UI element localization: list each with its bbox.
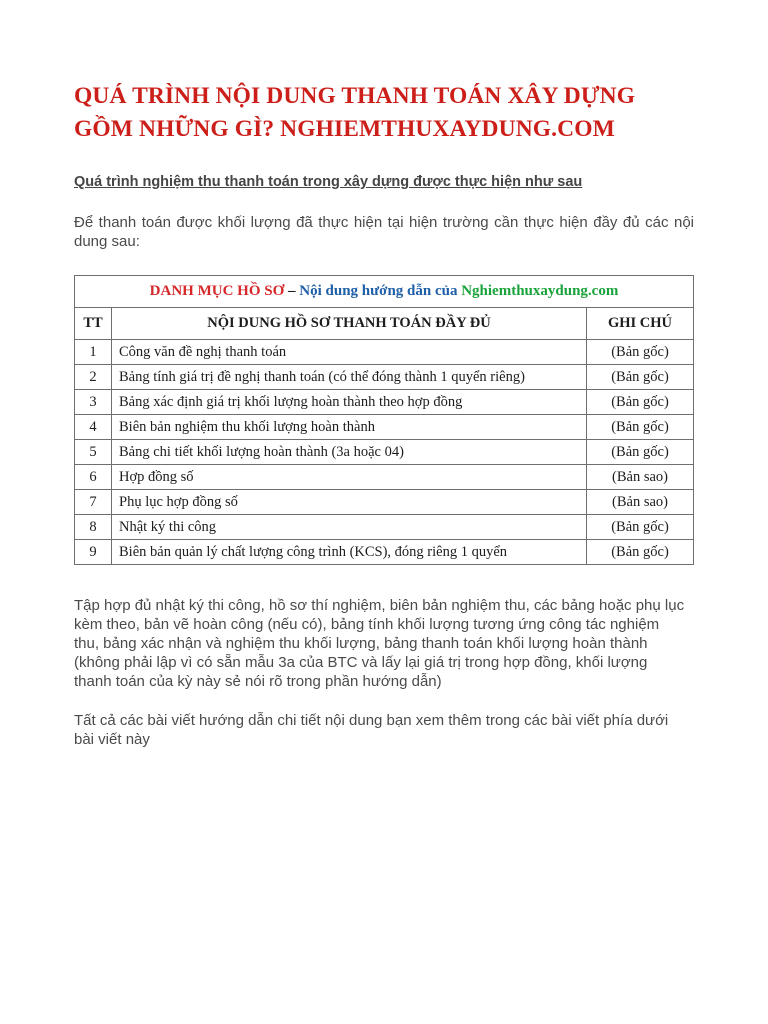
caption-separator: – <box>284 283 300 299</box>
header-note: GHI CHÚ <box>587 308 694 340</box>
table-row <box>75 490 693 515</box>
row-number: 5 <box>75 440 112 465</box>
section-subheading: Quá trình nghiệm thu thanh toán trong xây dựng được thực hiện như sau <box>74 174 583 190</box>
caption-subtitle: Nội dung hướng dẫn của <box>299 283 462 299</box>
row-note: (Bản gốc) <box>587 340 694 365</box>
row-number: 6 <box>75 465 112 490</box>
row-note: (Bản gốc) <box>587 365 694 390</box>
table-row <box>75 515 693 540</box>
row-content: Bảng xác định giá trị khối lượng hoàn thành theo hợp đồng <box>112 390 587 415</box>
table-row <box>75 415 693 440</box>
caption-title: DANH MỤC HỒ SƠ <box>149 283 285 299</box>
row-content: Biên bản nghiệm thu khối lượng hoàn thành <box>112 415 587 440</box>
row-note: (Bản gốc) <box>587 540 694 565</box>
row-note: (Bản sao) <box>587 465 694 490</box>
header-tt: TT <box>75 308 112 340</box>
row-note: (Bản gốc) <box>587 440 694 465</box>
document-list-table <box>74 275 694 565</box>
row-number: 9 <box>75 540 112 565</box>
row-number: 1 <box>75 340 112 365</box>
table-row <box>75 540 693 565</box>
table-header-row <box>75 308 693 340</box>
row-content: Công văn đề nghị thanh toán <box>112 340 587 365</box>
row-number: 2 <box>75 365 112 390</box>
row-content: Biên bản quản lý chất lượng công trình (KCS), đóng riêng 1 quyển <box>112 540 587 565</box>
row-number: 3 <box>75 390 112 415</box>
closing-paragraph: Tất cả các bài viết hướng dẫn chi tiết nội dung bạn xem thêm trong các bài viết phía dưới bài viết này <box>74 712 669 748</box>
row-content: Nhật ký thi công <box>112 515 587 540</box>
row-content: Hợp đồng số <box>112 465 587 490</box>
row-content: Bảng tính giá trị đề nghị thanh toán (có thể đóng thành 1 quyển riêng) <box>112 365 587 390</box>
header-content: NỘI DUNG HỒ SƠ THANH TOÁN ĐẦY ĐỦ <box>112 308 587 340</box>
table-row <box>75 390 693 415</box>
row-number: 8 <box>75 515 112 540</box>
row-number: 7 <box>75 490 112 515</box>
table-row <box>75 365 693 390</box>
row-note: (Bản sao) <box>587 490 694 515</box>
table-caption-row <box>75 276 693 308</box>
row-content: Bảng chi tiết khối lượng hoàn thành (3a hoặc 04) <box>112 440 587 465</box>
summary-paragraph: Tập hợp đủ nhật ký thi công, hồ sơ thí nghiệm, biên bản nghiệm thu, các bảng hoặc phụ lục kèm theo, bản vẽ hoàn công (nếu có), bảng tính khối lượng tương ứng công tác nghiệm thu, bảng xác nhận và nghiệm thu khối lượng, bảng thanh toán khối lượng hoàn thành (không phải lập vì có sẵn mẫu 3a của BTC và lấy lại giá trị trong hợp đồng, khối lượng thanh toán của kỳ này sẻ nói rõ trong phần hướng dẫn) <box>74 597 685 690</box>
table-caption <box>75 276 693 308</box>
row-note: (Bản gốc) <box>587 515 694 540</box>
caption-site-name: Nghiemthuxaydung.com <box>461 283 619 299</box>
table-row <box>75 465 693 490</box>
table-row <box>75 440 693 465</box>
row-note: (Bản gốc) <box>587 390 694 415</box>
intro-paragraph: Để thanh toán được khối lượng đã thực hiện tại hiện trường cần thực hiện đầy đủ các nội dung sau: <box>74 214 694 250</box>
row-number: 4 <box>75 415 112 440</box>
table-row <box>75 340 693 365</box>
row-note: (Bản gốc) <box>587 415 694 440</box>
page-title: QUÁ TRÌNH NỘI DUNG THANH TOÁN XÂY DỰNG GỒM NHỮNG GÌ? NGHIEMTHUXAYDUNG.COM <box>74 83 636 142</box>
row-content: Phụ lục hợp đồng số <box>112 490 587 515</box>
